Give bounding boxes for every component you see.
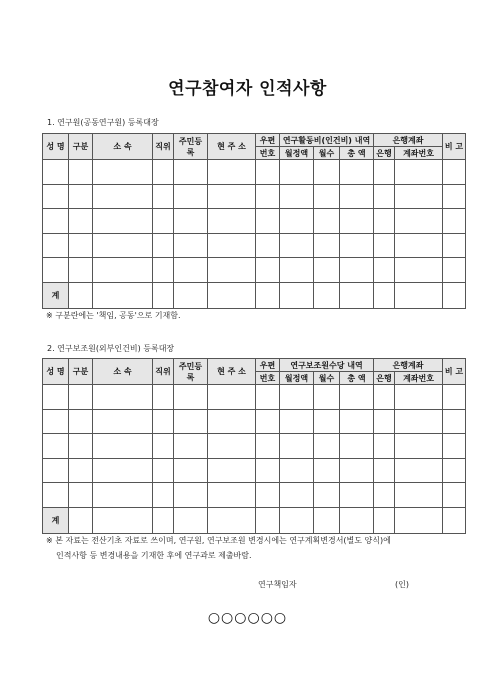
total-row bbox=[43, 507, 466, 533]
header-name: 성 명 bbox=[43, 134, 69, 160]
header-monthly-amount: 월정액 bbox=[280, 372, 314, 385]
header-category: 구분 bbox=[69, 359, 93, 385]
header-bank: 은행 bbox=[374, 372, 395, 385]
header-remarks: 비 고 bbox=[443, 359, 466, 385]
header-bank-account: 은행계좌 bbox=[374, 359, 443, 372]
header-postal-line2: 번호 bbox=[256, 372, 280, 385]
section1-label: 1. 연구원(공동연구원) 등록대장 bbox=[47, 118, 159, 127]
header-resident-id: 주민등 록 bbox=[174, 359, 208, 385]
header-account-no: 계좌번호 bbox=[395, 147, 443, 160]
section2-note-line2: 인적사항 등 변경내용을 기재한 후에 연구과로 제출바람. bbox=[56, 551, 252, 560]
total-row bbox=[43, 282, 466, 308]
header-remarks: 비 고 bbox=[443, 134, 466, 160]
table-row bbox=[43, 458, 466, 483]
header-postal-line1: 우편 bbox=[256, 134, 280, 147]
table-row bbox=[43, 233, 466, 258]
table-row bbox=[43, 434, 466, 459]
table-row bbox=[43, 258, 466, 283]
header-affiliation: 소 속 bbox=[93, 134, 153, 160]
total-label: 계 bbox=[43, 282, 69, 308]
table-row bbox=[43, 385, 466, 410]
page-title: 연구참여자 인적사항 bbox=[168, 79, 327, 99]
header-total: 총 액 bbox=[340, 372, 374, 385]
header-position: 직위 bbox=[153, 359, 174, 385]
section2-label: 2. 연구보조원(외부인건비) 등록대장 bbox=[47, 344, 175, 353]
header-resident-id: 주민등 록 bbox=[174, 134, 208, 160]
header-postal-line2: 번호 bbox=[256, 147, 280, 160]
header-address: 현 주 소 bbox=[208, 359, 256, 385]
header-account-no: 계좌번호 bbox=[395, 372, 443, 385]
header-months: 월수 bbox=[314, 147, 340, 160]
header-months: 월수 bbox=[314, 372, 340, 385]
table-row bbox=[43, 409, 466, 434]
header-bank-account: 은행계좌 bbox=[374, 134, 443, 147]
assistant-register-table bbox=[42, 358, 466, 534]
table-row bbox=[43, 184, 466, 209]
header-affiliation: 소 속 bbox=[93, 359, 153, 385]
header-assistant-pay: 연구보조원수당 내역 bbox=[280, 359, 374, 372]
total-label: 계 bbox=[43, 507, 69, 533]
principal-investigator-label: 연구책임자 bbox=[258, 580, 297, 589]
table-row bbox=[43, 483, 466, 508]
researcher-register-table bbox=[42, 133, 466, 309]
header-research-pay: 연구활동비(인건비) 내역 bbox=[280, 134, 374, 147]
header-address: 현 주 소 bbox=[208, 134, 256, 160]
section2-note-line1: ※ 본 자료는 전산기초 자료로 쓰이며, 연구원, 연구보조원 변경시에는 연구계획변경서(별도 양식)에 bbox=[46, 536, 391, 545]
table-row bbox=[43, 160, 466, 185]
placeholder-circles: ○○○○○○ bbox=[207, 610, 288, 626]
header-monthly-amount: 월정액 bbox=[280, 147, 314, 160]
section2-note bbox=[46, 533, 391, 563]
header-total: 총 액 bbox=[340, 147, 374, 160]
header-category: 구분 bbox=[69, 134, 93, 160]
seal-mark: (인) bbox=[395, 580, 409, 589]
section1-note: ※ 구분란에는 '책임, 공동'으로 기재함. bbox=[46, 311, 181, 320]
table-row bbox=[43, 209, 466, 234]
header-postal-line1: 우편 bbox=[256, 359, 280, 372]
header-name: 성 명 bbox=[43, 359, 69, 385]
header-bank: 은행 bbox=[374, 147, 395, 160]
header-position: 직위 bbox=[153, 134, 174, 160]
